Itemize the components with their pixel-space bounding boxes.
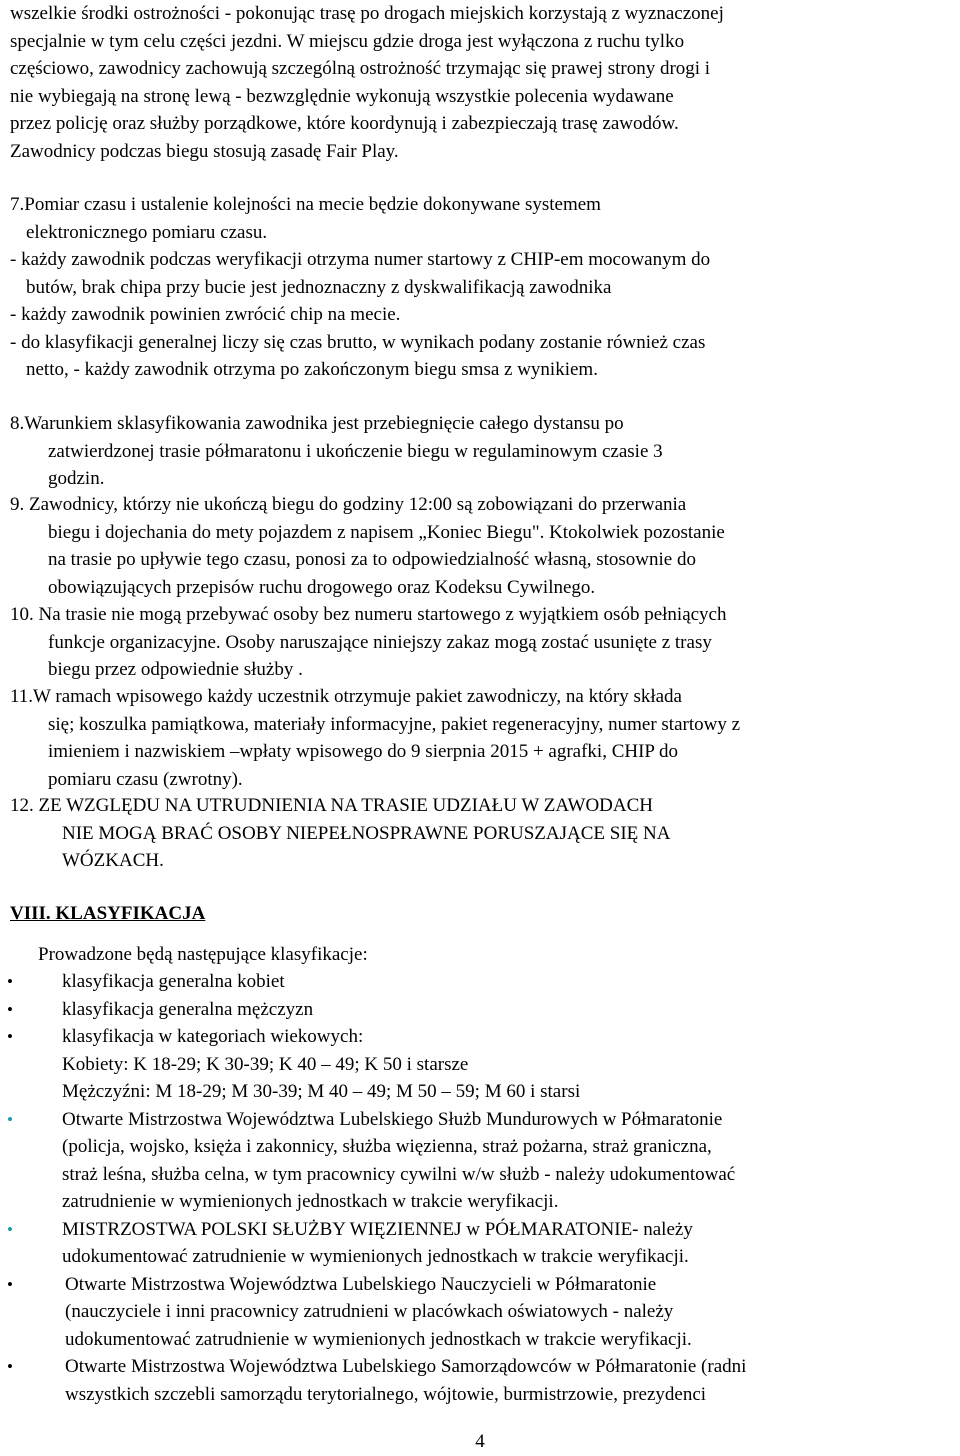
- text-line: straż leśna, służba celna, w tym pracownicy cywilni w/w służb - należy udokumentować: [62, 1163, 736, 1185]
- text-line: klasyfikacja w kategoriach wiekowych:: [62, 1026, 364, 1047]
- text-line: MISTRZOSTWA POLSKI SŁUŻBY WIĘZIENNEJ w PÓŁMARATONIE- należy: [62, 1218, 693, 1240]
- text-line: butów, brak chipa przy bucie jest jednoznaczny z dyskwalifikacją zawodnika: [26, 276, 612, 298]
- classification-list-item: [0, 1353, 960, 1408]
- rule-12-heading: 12. ZE WZGLĘDU NA UTRUDNIENIA NA TRASIE UDZIAŁU W ZAWODACH: [10, 795, 654, 816]
- text-line: Zawodnicy podczas biegu stosują zasadę Fair Play.: [10, 140, 399, 162]
- bullet-icon: •: [7, 1357, 13, 1376]
- rule-10-access: [0, 601, 960, 684]
- text-line: - do klasyfikacji generalnej liczy się czas brutto, w wynikach podany zostanie również czas: [10, 331, 706, 353]
- bullet-icon: •: [7, 1274, 13, 1294]
- rule-8-classification-condition: [0, 410, 960, 493]
- classification-list: [0, 968, 960, 1408]
- rule-8-heading: 8.Warunkiem sklasyfikowania zawodnika jest przebiegnięcie całego dystansu po: [10, 413, 624, 434]
- bullet-icon: •: [7, 1219, 13, 1239]
- text-line: wszelkie środki ostrożności - pokonując trasę po drogach miejskich korzystają z wyznaczonej: [10, 3, 724, 24]
- section-heading-classification: VIII. KLASYFIKACJA: [10, 903, 206, 924]
- text-line: Otwarte Mistrzostwa Województwa Lubelskiego Służb Mundurowych w Półmaratonie: [62, 1108, 723, 1130]
- page-number: 4: [475, 1431, 485, 1452]
- text-line: Prowadzone będą następujące klasyfikacje:: [38, 944, 368, 965]
- rule-10-heading: 10. Na trasie nie mogą przebywać osoby bez numeru startowego z wyjątkiem osób pełniących: [10, 604, 727, 625]
- text-line: obowiązujących przepisów ruchu drogowego oraz Kodeksu Cywilnego.: [48, 576, 596, 598]
- rule-9-heading: 9. Zawodnicy, którzy nie ukończą biegu do godziny 12:00 są zobowiązani do przerwania: [10, 494, 687, 515]
- bullet-icon: •: [7, 972, 13, 991]
- text-line: na trasie po upływie tego czasu, ponosi za to odpowiedzialność własną, stosownie do: [48, 549, 696, 570]
- text-line: Otwarte Mistrzostwa Województwa Lubelskiego Nauczycieli w Półmaratonie: [65, 1273, 657, 1295]
- rule-7-timing: [0, 191, 960, 384]
- text-line: imieniem i nazwiskiem –wpłaty wpisowego do 9 sierpnia 2015 + agrafki, CHIP do: [48, 741, 679, 762]
- text-line: udokumentować zatrudnienie w wymienionych jednostkach w trakcie weryfikacji.: [65, 1328, 692, 1350]
- text-line: częściowo, zawodnicy zachowują szczególną ostrożność trzymając się prawej strony drogi i: [10, 58, 711, 79]
- text-line: zatwierdzonej trasie półmaratonu i ukończenie biegu w regulaminowym czasie 3: [48, 440, 663, 462]
- text-line: - każdy zawodnik podczas weryfikacji otrzyma numer startowy z CHIP-em mocowanym do: [10, 249, 711, 270]
- text-line: przez policję oraz służby porządkowe, które koordynują i zabezpieczają trasę zawodów.: [10, 113, 679, 134]
- text-line: biegu i dojechania do mety pojazdem z napisem „Koniec Biegu". Ktokolwiek pozostanie: [48, 521, 725, 543]
- text-line: klasyfikacja generalna kobiet: [62, 971, 285, 992]
- text-line: specjalnie w tym celu części jezdni. W miejscu gdzie droga jest wyłączona z ruchu tylko: [10, 30, 685, 52]
- bullet-icon: •: [7, 1027, 13, 1046]
- text-line: Mężczyźni: M 18-29; M 30-39; M 40 – 49; M 50 – 59; M 60 i starsi: [62, 1081, 581, 1102]
- text-line: się; koszulka pamiątkowa, materiały informacyjne, pakiet regeneracyjny, numer startowy z: [48, 713, 741, 735]
- bullet-icon: •: [7, 999, 13, 1019]
- text-line: (nauczyciele i inni pracownicy zatrudnieni w placówkach oświatowych - należy: [65, 1301, 674, 1322]
- text-line: udokumentować zatrudnienie w wymienionych jednostkach w trakcie weryfikacji.: [62, 1246, 689, 1267]
- text-line: funkcje organizacyjne. Osoby naruszające niniejszy zakaz mogą zostać usunięte z trasy: [48, 631, 712, 653]
- classification-list-item: [0, 1271, 960, 1354]
- rule-11-heading: 11.W ramach wpisowego każdy uczestnik otrzymuje pakiet zawodniczy, na który składa: [10, 686, 682, 707]
- text-line: godzin.: [48, 468, 105, 489]
- text-line: elektronicznego pomiaru czasu.: [26, 221, 268, 243]
- bullet-icon: •: [7, 1109, 13, 1129]
- classification-list-item: [0, 1023, 960, 1106]
- classification-list-item: [0, 968, 960, 996]
- text-line: NIE MOGĄ BRAĆ OSOBY NIEPEŁNOSPRAWNE PORUSZAJĄCE SIĘ NA: [62, 822, 671, 844]
- classification-list-item: [0, 996, 960, 1024]
- continuation-paragraph: [0, 0, 960, 165]
- classification-list-item: [0, 1216, 960, 1271]
- text-line: Otwarte Mistrzostwa Województwa Lubelskiego Samorządowców w Półmaratonie (radni: [65, 1356, 747, 1377]
- rule-11-starter-pack: [0, 683, 960, 793]
- rule-12-restriction: [0, 792, 960, 875]
- text-line: Kobiety: K 18-29; K 30-39; K 40 – 49; K 50 i starsze: [62, 1053, 469, 1075]
- text-line: zatrudnienie w wymienionych jednostkach w trakcie weryfikacji.: [62, 1191, 559, 1212]
- text-line: pomiaru czasu (zwrotny).: [48, 768, 243, 790]
- text-line: biegu przez odpowiednie służby .: [48, 659, 303, 680]
- text-line: WÓZKACH.: [62, 850, 164, 871]
- classification-intro: [0, 941, 960, 969]
- text-line: wszystkich szczebli samorządu terytorialnego, wójtowie, burmistrzowie, prezydenci: [65, 1383, 707, 1405]
- rule-7-heading: 7.Pomiar czasu i ustalenie kolejności na mecie będzie dokonywane systemem: [10, 194, 601, 215]
- classification-list-item: [0, 1106, 960, 1216]
- text-line: - każdy zawodnik powinien zwrócić chip na mecie.: [10, 304, 401, 325]
- text-line: nie wybiegają na stronę lewą - bezwzględnie wykonują wszystkie polecenia wydawane: [10, 85, 674, 107]
- text-line: netto, - każdy zawodnik otrzyma po zakończonym biegu smsa z wynikiem.: [26, 359, 598, 380]
- rule-9-time-limit: [0, 491, 960, 601]
- text-line: (policja, wojsko, księża i zakonnicy, służba więzienna, straż pożarna, straż graniczna,: [62, 1136, 712, 1157]
- text-line: klasyfikacja generalna mężczyzn: [62, 998, 314, 1020]
